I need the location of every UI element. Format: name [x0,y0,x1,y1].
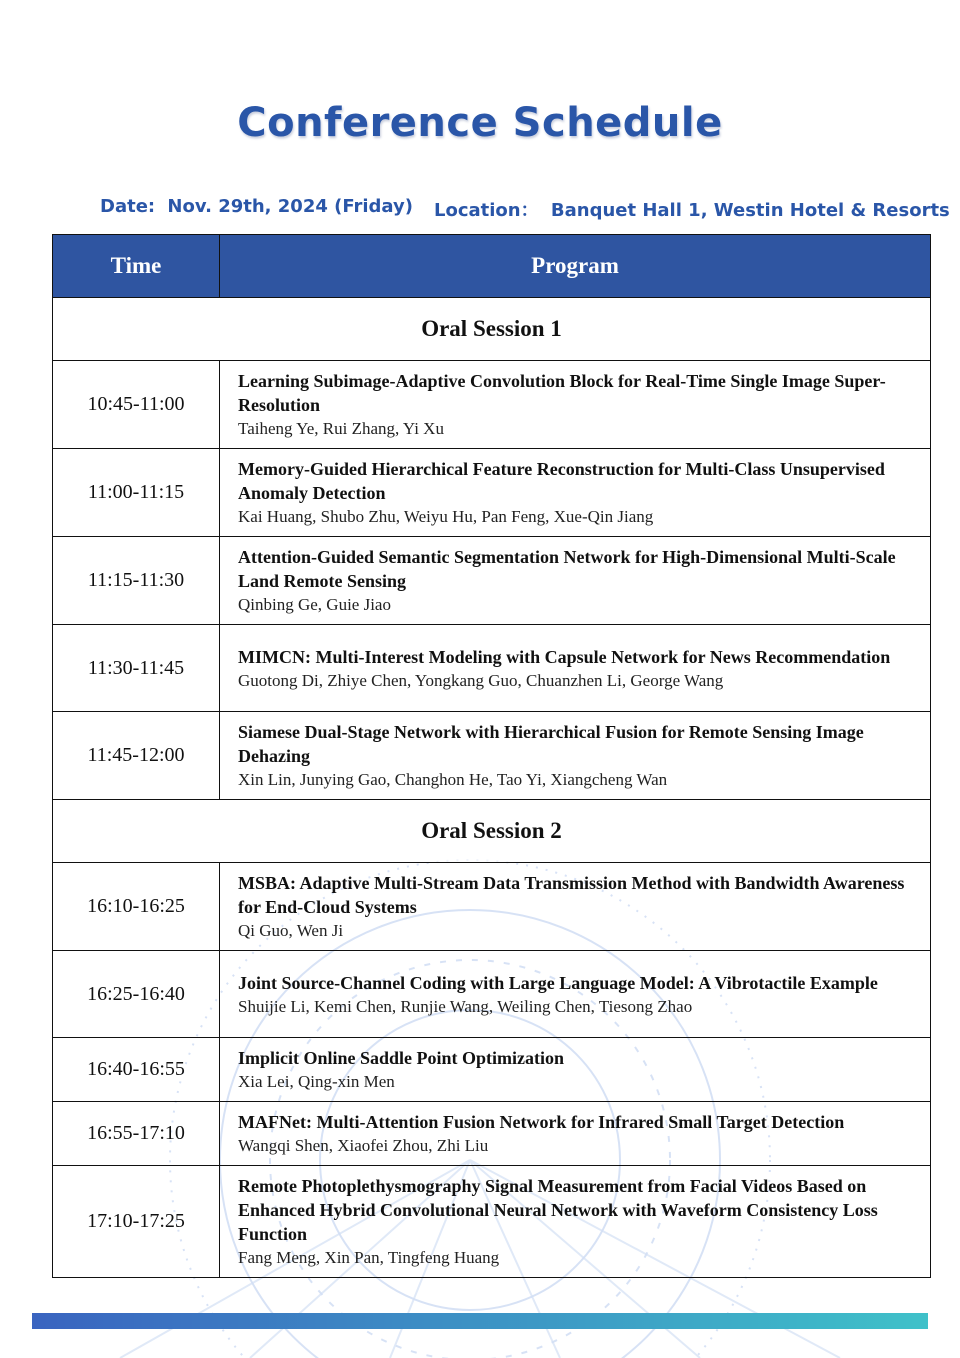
session-title: Oral Session 1 [53,298,931,361]
table-row [53,951,931,1038]
program-header: Program [220,235,931,298]
table-row [53,449,931,537]
time-cell: 10:45-11:00 [53,361,220,449]
time-cell: 16:25-16:40 [53,951,220,1038]
paper-authors: Taiheng Ye, Rui Zhang, Yi Xu [238,419,444,438]
paper-title: Learning Subimage-Adaptive Convolution Block for Real-Time Single Image Super-Resolution [238,371,886,415]
paper-authors: Kai Huang, Shubo Zhu, Weiyu Hu, Pan Feng, Xue-Qin Jiang [238,507,654,526]
paper-authors: Guotong Di, Zhiye Chen, Yongkang Guo, Chuanzhen Li, George Wang [238,670,724,690]
location-label: Location： [434,200,539,221]
time-cell: 16:10-16:25 [53,863,220,951]
table-row [53,863,931,951]
location-info [434,196,950,222]
program-cell [220,712,931,800]
paper-title: Attention-Guided Semantic Segmentation Network for High-Dimensional Multi-Scale Land Remote Sensing [238,547,896,591]
paper-authors: Xia Lei, Qing-xin Men [238,1072,395,1091]
time-header: Time [53,235,220,298]
program-cell [220,1166,931,1278]
program-cell [220,863,931,951]
paper-title: MSBA: Adaptive Multi-Stream Data Transmission Method with Bandwidth Awareness for End-Cloud Systems [238,873,905,917]
table-header-row [53,235,931,298]
date-label: Date: [100,196,156,217]
program-cell [220,537,931,625]
paper-title: Implicit Online Saddle Point Optimization [238,1048,565,1068]
program-cell [220,449,931,537]
paper-title: MAFNet: Multi-Attention Fusion Network for Infrared Small Target Detection [238,1112,845,1132]
time-cell: 16:40-16:55 [53,1038,220,1102]
paper-authors: Wangqi Shen, Xiaofei Zhou, Zhi Liu [238,1136,489,1155]
paper-title: Memory-Guided Hierarchical Feature Reconstruction for Multi-Class Unsupervised Anomaly Detection [238,459,885,503]
session-row [53,800,931,863]
paper-authors: Shuijie Li, Kemi Chen, Runjie Wang, Weiling Chen, Tiesong Zhao [238,996,693,1016]
table-row [53,1166,931,1278]
session-title: Oral Session 2 [53,800,931,863]
table-row [53,1102,931,1166]
paper-authors: Qi Guo, Wen Ji [238,921,344,940]
program-cell [220,1038,931,1102]
table-row [53,1038,931,1102]
time-cell: 17:10-17:25 [53,1166,220,1278]
program-cell [220,361,931,449]
footer-gradient-bar [32,1313,928,1329]
time-cell: 11:30-11:45 [53,625,220,712]
location-value: Banquet Hall 1, Westin Hotel & Resorts [550,200,950,221]
program-cell [220,951,931,1038]
time-cell: 16:55-17:10 [53,1102,220,1166]
table-row [53,712,931,800]
paper-title: Siamese Dual-Stage Network with Hierarchical Fusion for Remote Sensing Image Dehazing [238,722,864,766]
table-row [53,625,931,712]
table-row [53,361,931,449]
session-row [53,298,931,361]
program-cell [220,1102,931,1166]
paper-title: MIMCN: Multi-Interest Modeling with Capsule Network for News Recommendation [238,646,891,667]
paper-authors: Qinbing Ge, Guie Jiao [238,595,391,614]
date-value: Nov. 29th, 2024 (Friday) [167,196,413,217]
time-cell: 11:45-12:00 [53,712,220,800]
date-info [100,196,413,217]
page-title: Conference Schedule [237,100,723,146]
table-row [53,537,931,625]
schedule-table [52,234,931,1278]
time-cell: 11:00-11:15 [53,449,220,537]
paper-authors: Fang Meng, Xin Pan, Tingfeng Huang [238,1248,500,1267]
time-cell: 11:15-11:30 [53,537,220,625]
paper-title: Remote Photoplethysmography Signal Measurement from Facial Videos Based on Enhanced Hybrid Convolutional Neural Network with Waveform Consistency Loss Function [238,1176,878,1244]
paper-authors: Xin Lin, Junying Gao, Changhon He, Tao Yi, Xiangcheng Wan [238,770,668,789]
paper-title: Joint Source-Channel Coding with Large Language Model: A Vibrotactile Example [238,972,878,993]
program-cell [220,625,931,712]
